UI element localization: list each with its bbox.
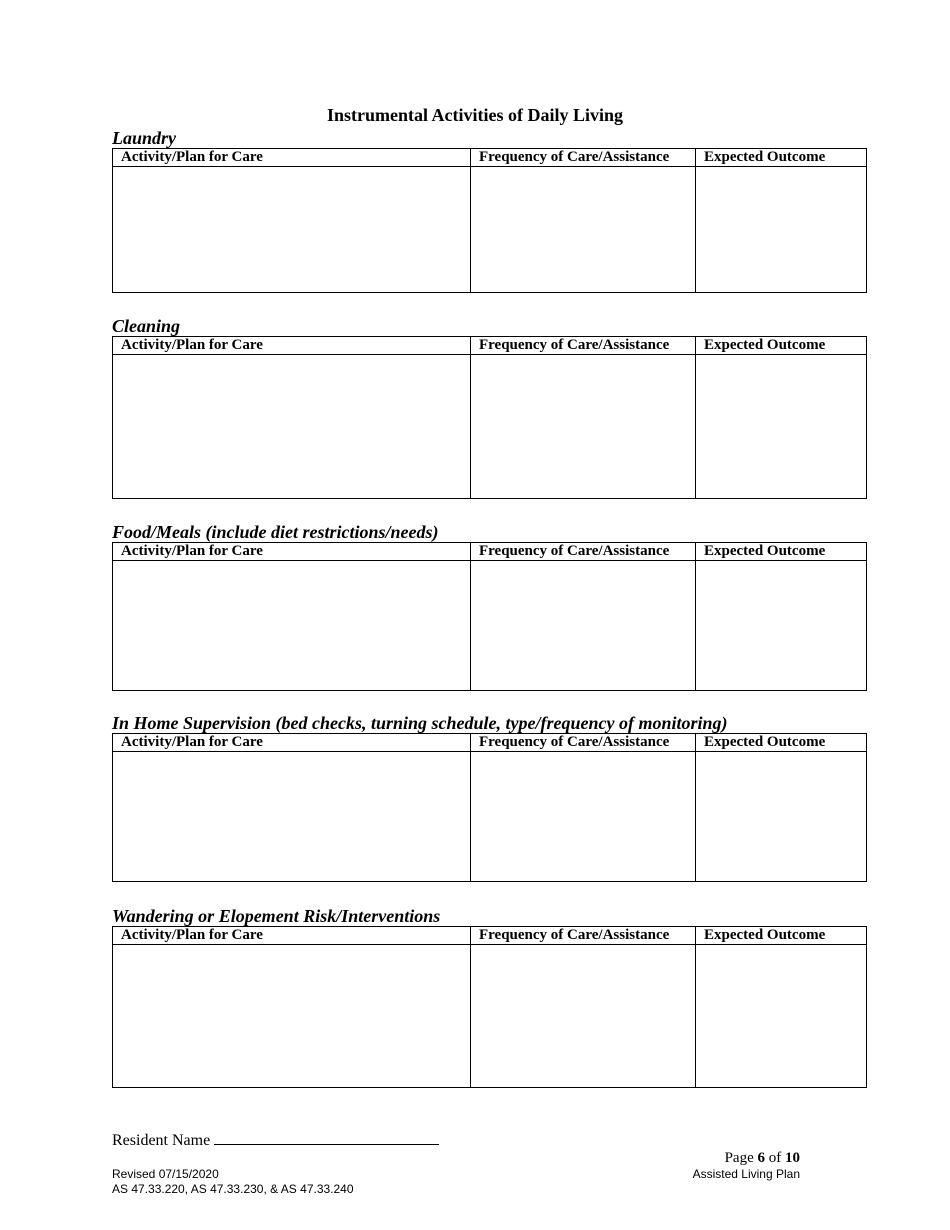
table-header-row xyxy=(113,337,867,355)
activity-cell[interactable] xyxy=(113,945,471,1088)
page-title: Instrumental Activities of Daily Living xyxy=(327,105,623,125)
page-current: 6 xyxy=(757,1150,765,1166)
column-header-activity: Activity/Plan for Care xyxy=(113,337,471,355)
outcome-cell[interactable] xyxy=(696,752,867,882)
column-header-activity: Activity/Plan for Care xyxy=(113,543,471,561)
column-header-frequency: Frequency of Care/Assistance xyxy=(471,149,696,167)
column-header-outcome: Expected Outcome xyxy=(696,337,867,355)
column-header-frequency: Frequency of Care/Assistance xyxy=(471,734,696,752)
frequency-cell[interactable] xyxy=(471,752,696,882)
table-row xyxy=(113,752,867,882)
column-header-activity: Activity/Plan for Care xyxy=(113,149,471,167)
table-row xyxy=(113,561,867,691)
outcome-cell[interactable] xyxy=(696,355,867,499)
column-header-outcome: Expected Outcome xyxy=(696,543,867,561)
section-title-laundry: Laundry xyxy=(112,128,177,148)
column-header-frequency: Frequency of Care/Assistance xyxy=(471,543,696,561)
column-header-activity: Activity/Plan for Care xyxy=(113,734,471,752)
table-header-row xyxy=(113,149,867,167)
wandering-elopement-table xyxy=(112,926,867,1088)
table-header-row xyxy=(113,927,867,945)
outcome-cell[interactable] xyxy=(696,167,867,293)
document-name: Assisted Living Plan xyxy=(692,1167,800,1181)
cleaning-table xyxy=(112,336,867,499)
table-row xyxy=(113,945,867,1088)
section-title-food-meals: Food/Meals (include diet restrictions/needs) xyxy=(112,522,439,542)
frequency-cell[interactable] xyxy=(471,945,696,1088)
section-title-wandering-elopement: Wandering or Elopement Risk/Interventions xyxy=(112,906,441,926)
food-meals-table xyxy=(112,542,867,691)
resident-name-field xyxy=(112,1130,439,1150)
revised-date: Revised 07/15/2020 xyxy=(112,1167,219,1181)
section-title-in-home-supervision: In Home Supervision (bed checks, turning schedule, type/frequency of monitoring) xyxy=(112,713,728,733)
frequency-cell[interactable] xyxy=(471,561,696,691)
table-header-row xyxy=(113,543,867,561)
frequency-cell[interactable] xyxy=(471,355,696,499)
column-header-frequency: Frequency of Care/Assistance xyxy=(471,337,696,355)
table-row xyxy=(113,355,867,499)
section-title-cleaning: Cleaning xyxy=(112,316,181,336)
frequency-cell[interactable] xyxy=(471,167,696,293)
page-total: 10 xyxy=(785,1150,800,1166)
column-header-outcome: Expected Outcome xyxy=(696,927,867,945)
column-header-frequency: Frequency of Care/Assistance xyxy=(471,927,696,945)
page-prefix: Page xyxy=(724,1150,754,1166)
column-header-outcome: Expected Outcome xyxy=(696,734,867,752)
activity-cell[interactable] xyxy=(113,561,471,691)
column-header-activity: Activity/Plan for Care xyxy=(113,927,471,945)
table-row xyxy=(113,167,867,293)
resident-name-input-line[interactable] xyxy=(214,1130,439,1145)
activity-cell[interactable] xyxy=(113,355,471,499)
column-header-outcome: Expected Outcome xyxy=(696,149,867,167)
statute-references: AS 47.33.220, AS 47.33.230, & AS 47.33.240 xyxy=(112,1182,354,1196)
footer-right xyxy=(693,1167,800,1182)
page-of: of xyxy=(768,1150,782,1166)
activity-cell[interactable] xyxy=(113,752,471,882)
outcome-cell[interactable] xyxy=(696,945,867,1088)
page-number xyxy=(725,1150,800,1167)
resident-name-label: Resident Name xyxy=(112,1132,211,1149)
footer-left xyxy=(112,1167,354,1197)
table-header-row xyxy=(113,734,867,752)
in-home-supervision-table xyxy=(112,733,867,882)
outcome-cell[interactable] xyxy=(696,561,867,691)
activity-cell[interactable] xyxy=(113,167,471,293)
laundry-table xyxy=(112,148,867,293)
